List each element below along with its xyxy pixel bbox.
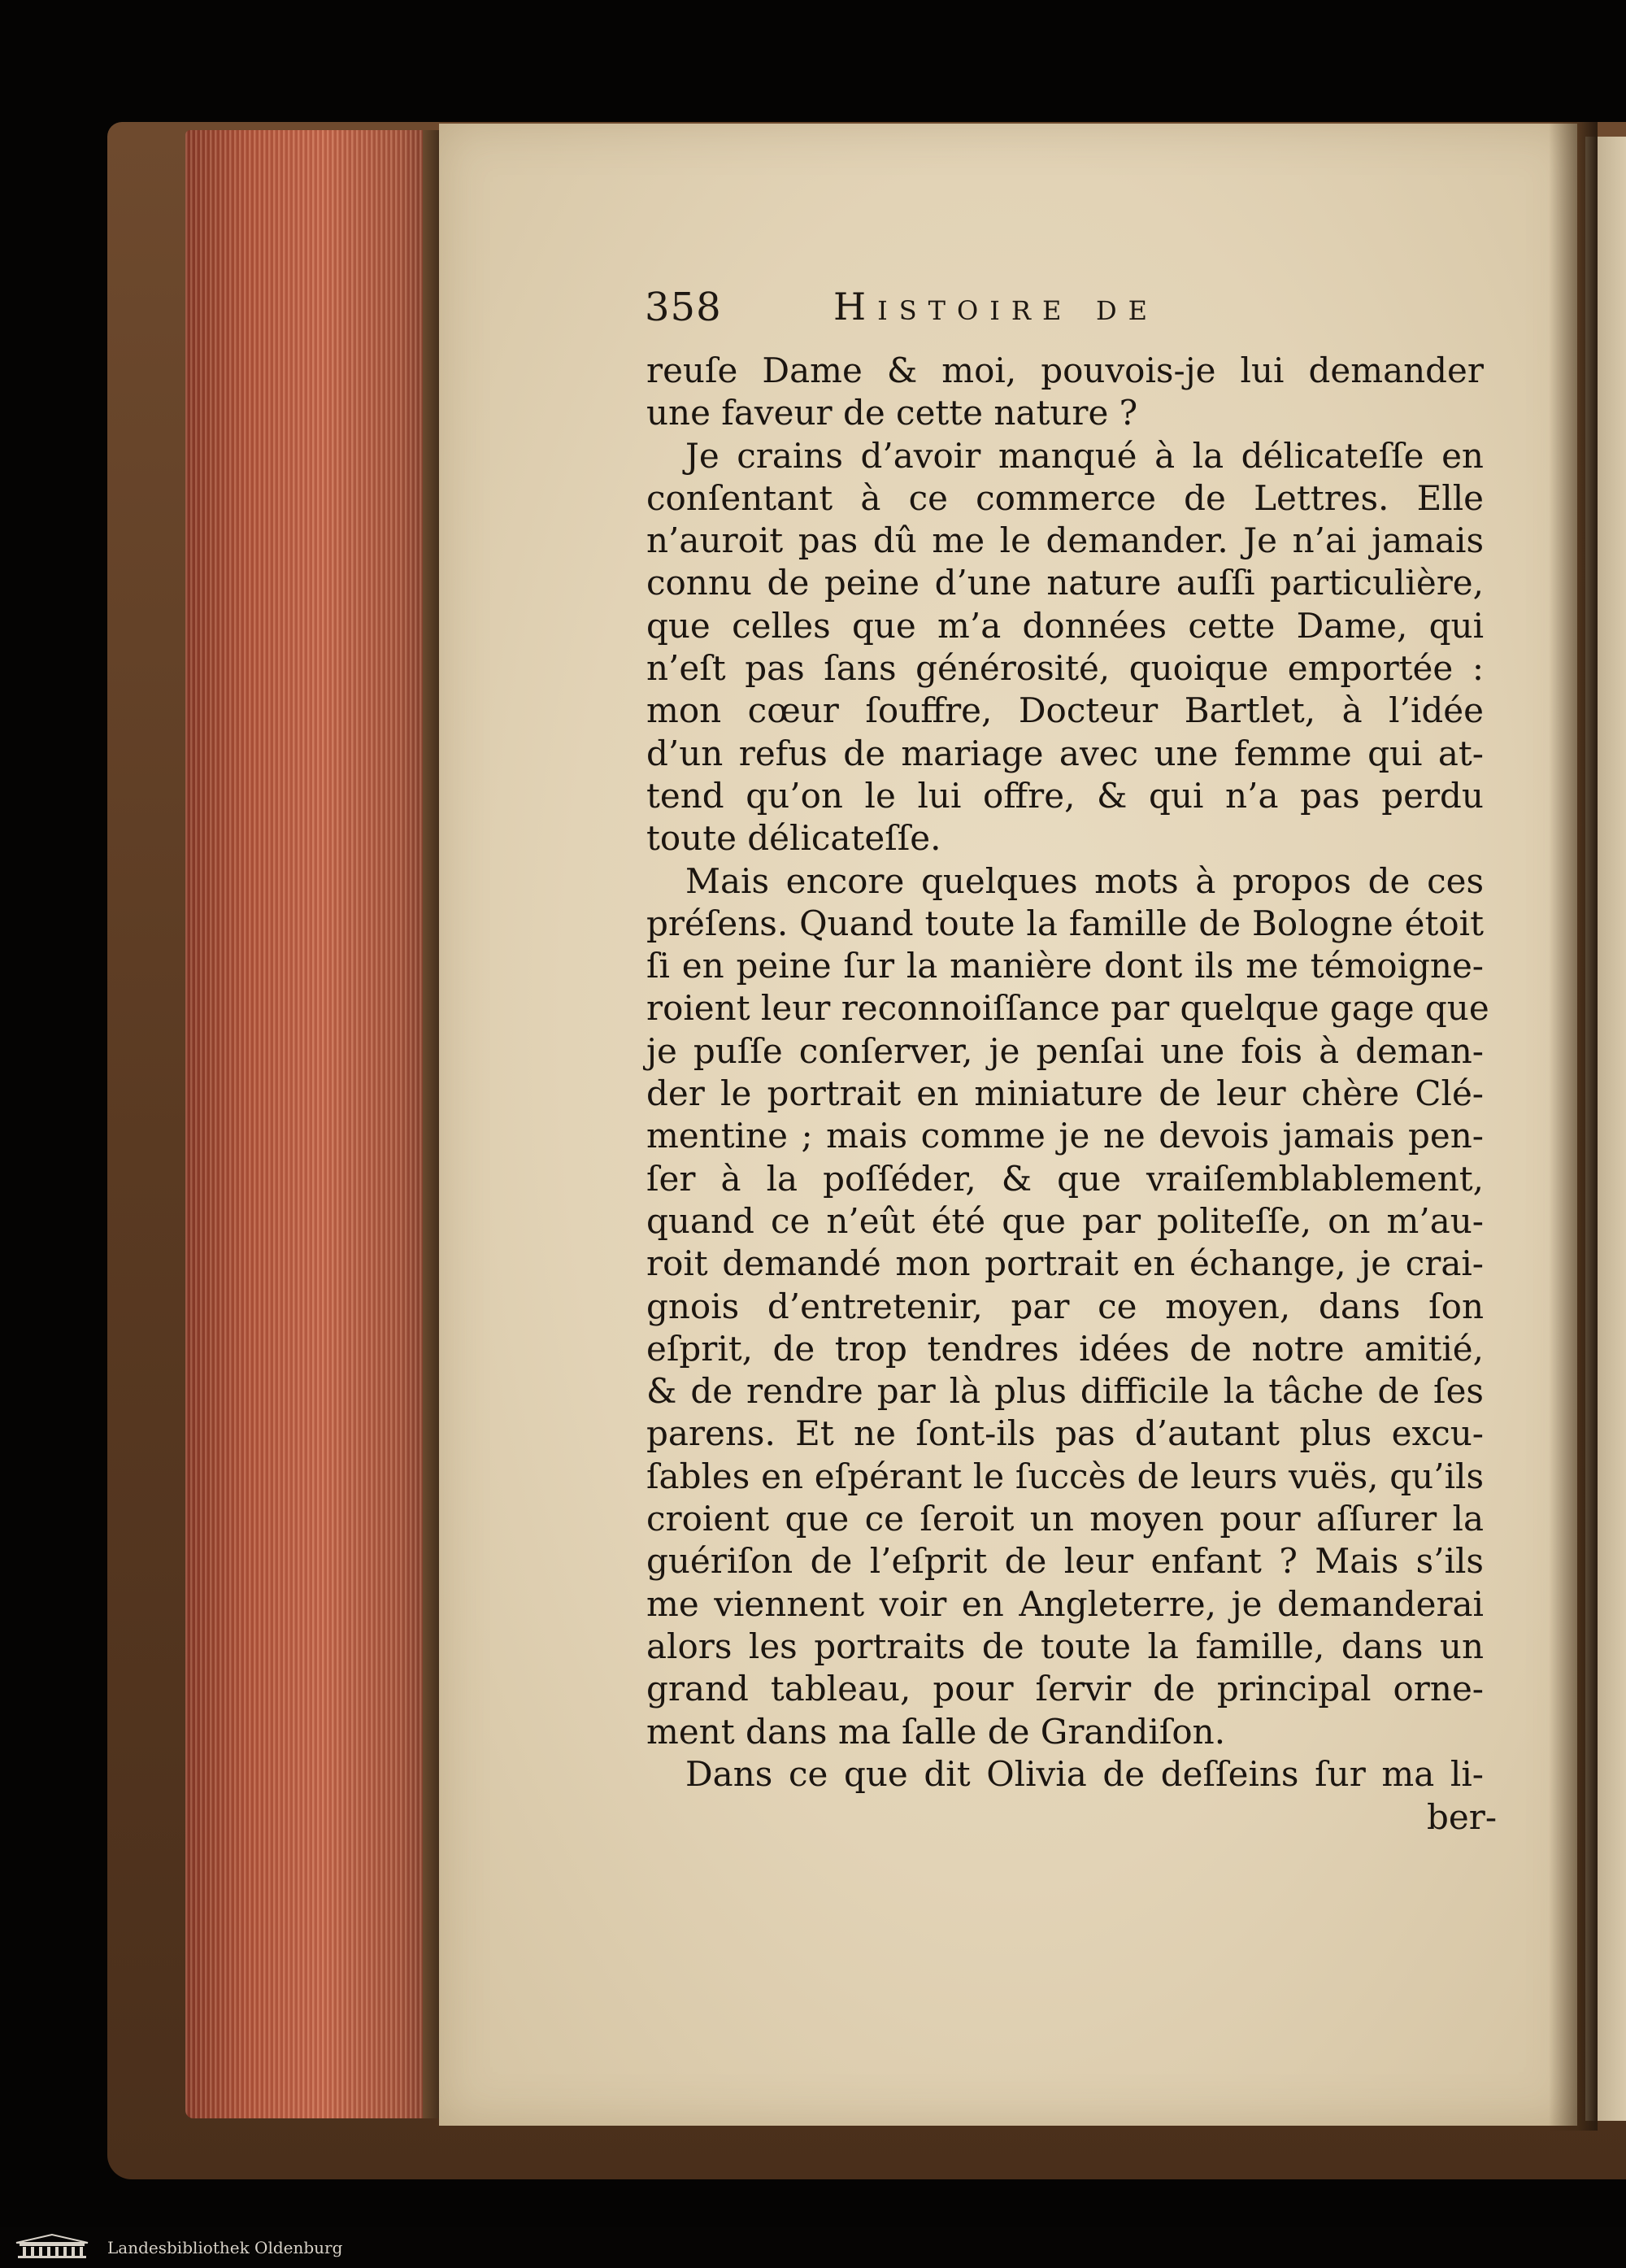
body-text <box>646 350 1489 1796</box>
text-line: conſentant à ce commerce de Lettres. Elle <box>646 477 1484 518</box>
text-line: que celles que m’a données cette Dame, qui <box>646 605 1484 646</box>
text-line: tend qu’on le lui offre, & qui n’a pas perdu <box>646 775 1484 816</box>
book-gutter <box>1549 122 1598 2131</box>
text-line: mon cœur ſouffre, Docteur Bartlet, à l’idée <box>646 690 1484 731</box>
text-line: préſens. Quand toute la famille de Bologne étoit <box>646 903 1484 943</box>
text-line: der le portrait en miniature de leur chère Clé- <box>646 1073 1484 1114</box>
text-line: gnois d’entretenir, par ce moyen, dans ſon <box>646 1286 1484 1326</box>
library-name: Landesbibliothek Oldenburg <box>107 2238 343 2257</box>
text-line: me viennent voir en Angleterre, je demanderai <box>646 1583 1484 1624</box>
text-line: ſi en peine ſur la manière dont ils me témoigne- <box>646 946 1484 986</box>
text-line: une faveur de cette nature ? <box>646 393 1138 433</box>
text-line: ment dans ma ſalle de Grandiſon. <box>646 1711 1226 1752</box>
catchword: ber- <box>1427 1797 1498 1837</box>
text-line: eſprit, de trop tendres idées de notre amitié, <box>646 1328 1484 1369</box>
text-line: guériſon de l’eſprit de leur enfant ? Mais s’ils <box>646 1541 1484 1582</box>
text-line: croient que ce ſeroit un moyen pour aſſurer la <box>646 1499 1484 1539</box>
text-line: grand tableau, pour ſervir de principal orne- <box>646 1669 1484 1709</box>
text-line: roit demandé mon portrait en échange, je crai- <box>646 1243 1484 1284</box>
text-line: je puſſe conſerver, je penſai une fois à deman- <box>646 1030 1484 1071</box>
text-line: toute délicateſſe. <box>646 818 941 859</box>
text-line: parens. Et ne ſont-ils pas d’autant plus excu- <box>646 1413 1484 1454</box>
text-line: ſables en eſpérant le ſuccès de leurs vuës, qu’ils <box>646 1456 1484 1496</box>
page-number: 358 <box>645 285 722 330</box>
text-line: reuſe Dame & moi, pouvois-je lui demander <box>646 350 1484 390</box>
text-line: Mais encore quelques mots à propos de ces <box>685 860 1484 901</box>
text-line: connu de peine d’une nature auſſi particulière, <box>646 563 1484 603</box>
text-line: Je crains d’avoir manqué à la délicateſſe en <box>685 435 1484 476</box>
text-line: roient leur reconnoiſſance par quelque gage que <box>646 988 1489 1029</box>
text-line: Dans ce que dit Olivia de deſſeins ſur ma li- <box>685 1753 1484 1794</box>
text-line: ſer à la poſſéder, & que vraiſemblablement, <box>646 1158 1484 1199</box>
text-line: mentine ; mais comme je ne devois jamais pen- <box>646 1116 1484 1156</box>
text-line: & de rendre par là plus difficile la tâche de ſes <box>646 1371 1484 1412</box>
library-building-icon <box>11 2233 93 2259</box>
text-line: alors les portraits de toute la famille, dans un <box>646 1626 1484 1666</box>
text-line: n’eſt pas ſans générosité, quoique emportée : <box>646 648 1484 689</box>
text-line: d’un refus de mariage avec une femme qui at- <box>646 733 1484 773</box>
text-line: quand ce n’eût été que par politeſſe, on m’au- <box>646 1200 1484 1241</box>
page-fore-edge <box>185 130 437 2118</box>
footer-bar <box>0 2227 1626 2268</box>
running-head: Histoire de <box>833 285 1159 329</box>
text-line: n’auroit pas dû me le demander. Je n’ai jamais <box>646 520 1484 561</box>
